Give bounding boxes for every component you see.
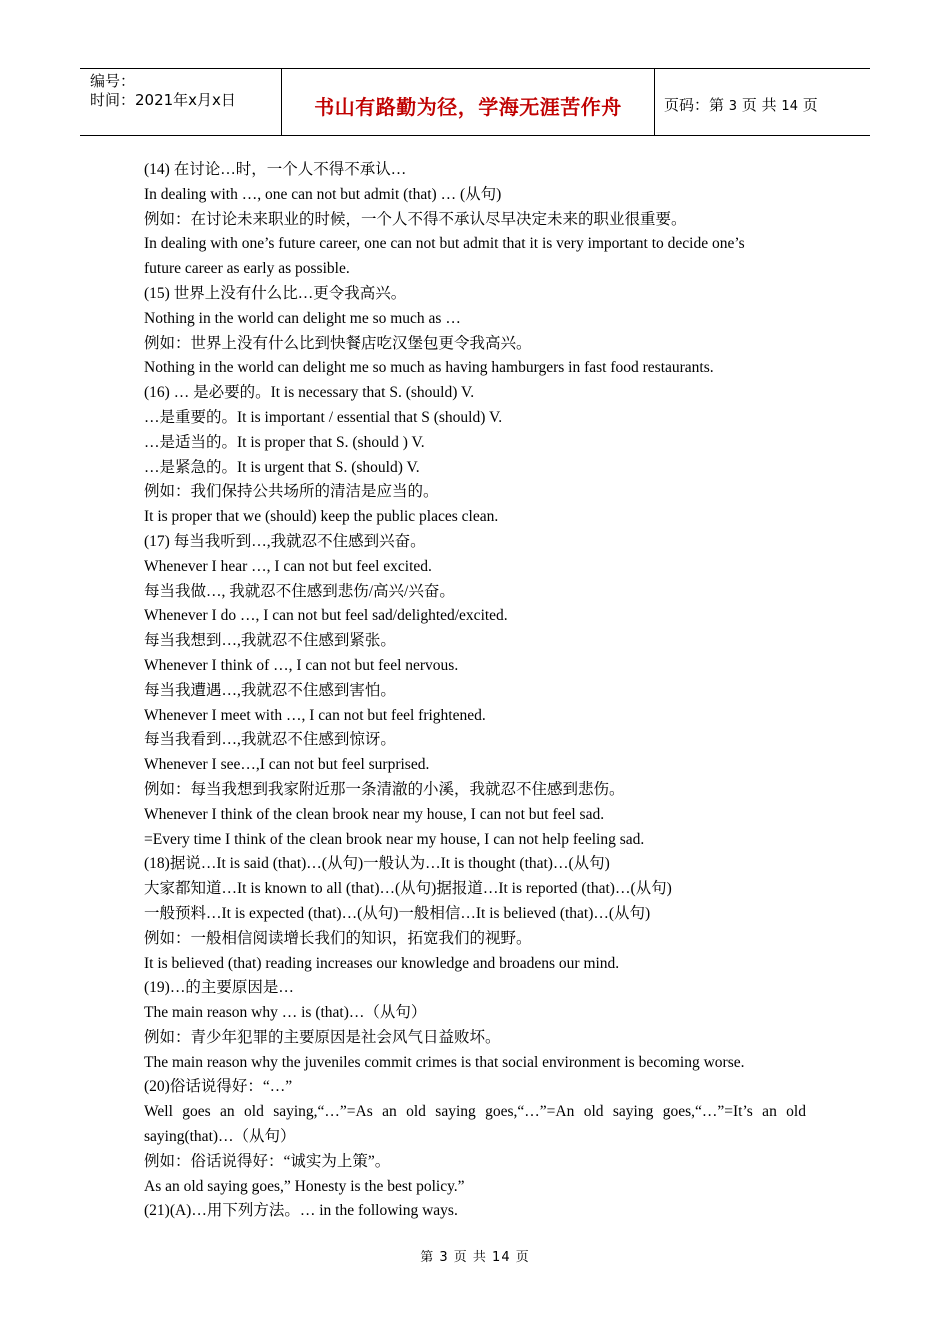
text-line: (20)俗话说得好：“…” xyxy=(144,1078,293,1096)
text-line: future career as early as possible. xyxy=(144,260,350,278)
text-line: Whenever I do …, I can not but feel sad/delighted/excited. xyxy=(144,607,508,625)
text-line: …是重要的。It is important / essential that S (should) V. xyxy=(144,408,503,426)
text-line: 例如：俗话说得好：“诚实为上策”。 xyxy=(144,1152,391,1170)
text-line: (21)(A)…用下列方法。… in the following ways. xyxy=(144,1202,458,1220)
text-line: 每当我想到…,我就忍不住感到紧张。 xyxy=(144,632,396,650)
text-line: (16) … 是必要的。It is necessary that S. (should) V. xyxy=(144,384,475,402)
header-divider xyxy=(654,69,655,135)
text-line: Whenever I hear …, I can not but feel excited. xyxy=(144,557,432,575)
text-line: 一般预料…It is expected (that)…(从句)一般相信…It is believed (that)…(从句) xyxy=(144,904,651,922)
time-label: 时间：2021年x月x日 xyxy=(90,91,236,109)
text-line: Whenever I meet with …, I can not but feel frightened. xyxy=(144,706,486,724)
text-line: 每当我做…, 我就忍不住感到悲伤/高兴/兴奋。 xyxy=(144,582,455,600)
text-line: (18)据说…It is said (that)…(从句)一般认为…It is thought (that)…(从句) xyxy=(144,855,610,873)
text-line: Well goes an old saying,“…”=As an old saying goes,“…”=An old saying goes,“…”=It’s an old saying(that)…（从句） xyxy=(144,1103,806,1146)
header-page-number xyxy=(664,94,818,115)
text-line: 例如：我们保持公共场所的清洁是应当的。 xyxy=(144,483,439,501)
page-mid: 页 共 xyxy=(741,96,777,114)
text-line: In dealing with one’s future career, one can not but admit that it is very important to decide one’s xyxy=(144,235,745,253)
text-line: Nothing in the world can delight me so much as … xyxy=(144,309,461,327)
document-body xyxy=(144,158,806,1224)
text-line: It is proper that we (should) keep the public places clean. xyxy=(144,508,499,526)
text-line: …是适当的。It is proper that S. (should ) V. xyxy=(144,433,425,451)
page-total: 14 xyxy=(781,99,798,114)
text-line: (19)…的主要原因是… xyxy=(144,979,294,997)
text-line: The main reason why … is (that)…（从句） xyxy=(144,1004,427,1022)
text-line: 大家都知道…It is known to all (that)…(从句)据报道…It is reported (that)…(从句) xyxy=(144,880,672,898)
text-line: 每当我看到…,我就忍不住感到惊讶。 xyxy=(144,731,396,749)
text-line: (15) 世界上没有什么比…更令我高兴。 xyxy=(144,284,407,302)
text-line: 每当我遭遇…,我就忍不住感到害怕。 xyxy=(144,681,396,699)
text-line: 例如：世界上没有什么比到快餐店吃汉堡包更令我高兴。 xyxy=(144,334,532,352)
text-line: (14) 在讨论…时，一个人不得不承认… xyxy=(144,161,407,178)
text-line: Nothing in the world can delight me so much as having hamburgers in fast food restaurants. xyxy=(144,359,714,377)
text-line: The main reason why the juveniles commit crimes is that social environment is becoming worse. xyxy=(144,1053,745,1071)
text-line: As an old saying goes,” Honesty is the best policy.” xyxy=(144,1177,465,1195)
page-suffix: 页 xyxy=(802,96,818,114)
text-line: Whenever I see…,I can not but feel surprised. xyxy=(144,756,430,774)
text-line: It is believed (that) reading increases our knowledge and broadens our mind. xyxy=(144,954,620,972)
text-line: 例如：每当我想到我家附近那一条清澈的小溪，我就忍不住感到悲伤。 xyxy=(144,780,625,798)
page-prefix: 页码：第 xyxy=(664,96,725,114)
text-line: 例如：青少年犯罪的主要原因是社会风气日益败坏。 xyxy=(144,1028,501,1046)
text-line: Whenever I think of …, I can not but feel nervous. xyxy=(144,656,459,674)
header-motto: 书山有路勤为径，学海无涯苦作舟 xyxy=(314,95,622,119)
text-line: (17) 每当我听到…,我就忍不住感到兴奋。 xyxy=(144,532,426,550)
text-line: In dealing with …, one can not but admit (that) … (从句) xyxy=(144,185,502,203)
text-line: Whenever I think of the clean brook near my house, I can not but feel sad. xyxy=(144,805,605,823)
page-current: 3 xyxy=(728,99,738,114)
page-header xyxy=(80,68,870,136)
text-line: 例如：一般相信阅读增长我们的知识，拓宽我们的视野。 xyxy=(144,929,532,947)
text-line: 例如：在讨论未来职业的时候，一个人不得不承认尽早决定未来的职业很重要。 xyxy=(144,210,687,228)
header-meta xyxy=(90,72,236,110)
text-line: …是紧急的。It is urgent that S. (should) V. xyxy=(144,458,420,476)
text-line: =Every time I think of the clean brook near my house, I can not help feeling sad. xyxy=(144,830,645,848)
page-footer: 第 3 页 共 14 页 xyxy=(420,1250,530,1265)
code-label: 编号： xyxy=(90,72,136,90)
